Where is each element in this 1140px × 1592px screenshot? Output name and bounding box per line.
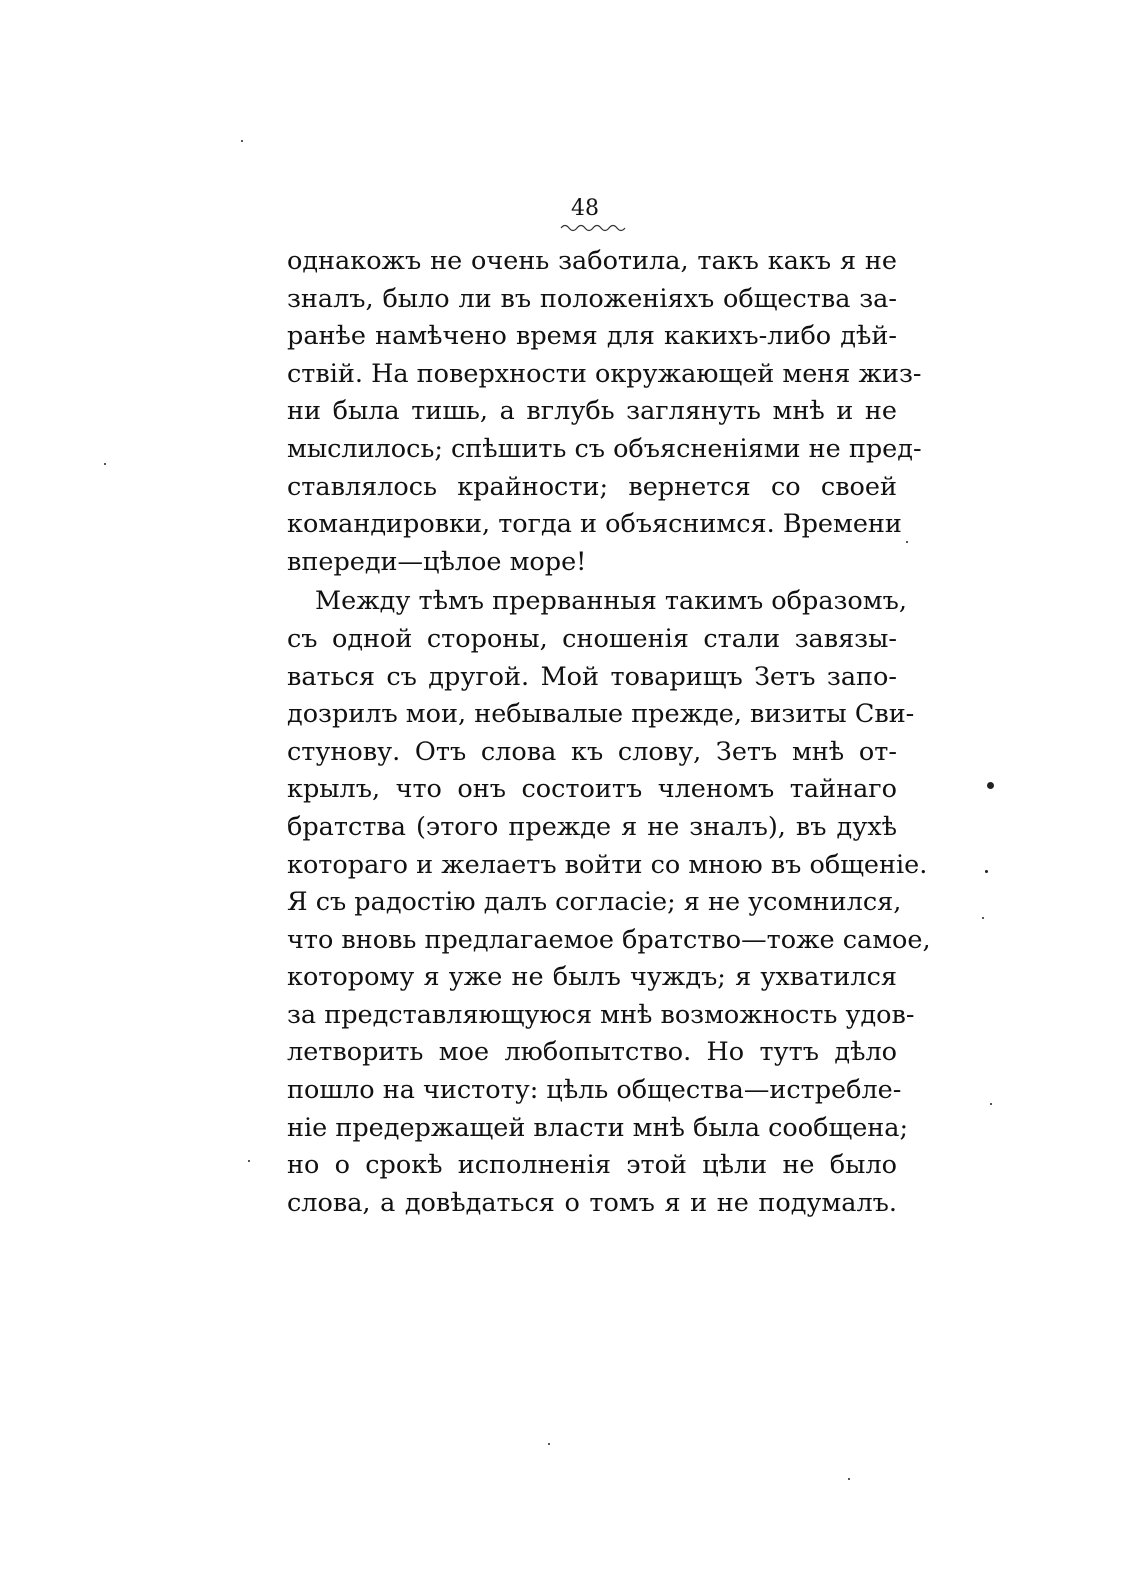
text-line: ствій. На поверхности окружающей меня жиз-	[287, 358, 922, 389]
text-line: Я съ радостію далъ согласіе; я не усомнился,	[287, 887, 902, 918]
text-line: дозрилъ мои, небывалые прежде, визиты Сви-	[287, 699, 915, 730]
text-line: ставлялось крайности; вернется со своей	[287, 471, 897, 502]
text-line: котораго и желаетъ войти со мною въ общеніе.	[287, 849, 928, 880]
wavy-ornament-icon	[560, 222, 626, 232]
scan-speck	[906, 541, 908, 543]
scan-speck	[248, 1160, 250, 1162]
text-line: мыслилось; спѣшить съ объясненіями не пред-	[287, 433, 922, 464]
scan-speck	[987, 782, 994, 789]
scan-speck	[848, 1478, 850, 1480]
body-text	[287, 243, 931, 1222]
text-line: за представляющуюся мнѣ возможность удов-	[287, 999, 915, 1030]
text-line: однакожъ не очень заботила, такъ какъ я не	[287, 246, 897, 276]
text-line: но о срокѣ исполненія этой цѣли не было	[287, 1150, 897, 1181]
text-line: слова, а довѣдаться о томъ я и не подумалъ.	[287, 1187, 897, 1218]
text-line: ни была тишь, а вглубь заглянуть мнѣ и не	[287, 396, 897, 427]
text-line: командировки, тогда и объяснимся. Времени	[287, 509, 902, 540]
text-line: ваться съ другой. Мой товарищъ Зетъ запо-	[287, 661, 897, 692]
paragraph-2	[287, 583, 931, 1222]
scan-speck	[990, 1103, 992, 1105]
text-line: ранѣе намѣчено время для какихъ-либо дѣй-	[287, 321, 897, 352]
text-line: зналъ, было ли въ положеніяхъ общества за-	[287, 283, 897, 314]
text-line: впереди—цѣлое море!	[287, 546, 587, 577]
text-line: летворить мое любопытство. Но тутъ дѣло	[287, 1037, 897, 1068]
text-line: стунову. Отъ слова къ слову, Зетъ мнѣ от-	[287, 736, 897, 767]
text-line: которому я уже не былъ чуждъ; я ухватился	[287, 962, 897, 993]
text-line: ніе предержащей власти мнѣ была сообщена;	[287, 1112, 909, 1143]
text-line: съ одной стороны, сношенія стали завязы-	[287, 623, 897, 654]
page-number: 48	[571, 196, 599, 221]
text-line: что вновь предлагаемое братство—тоже самое,	[287, 924, 931, 955]
scan-speck	[985, 870, 988, 873]
scan-speck	[104, 463, 106, 465]
scan-speck	[548, 1443, 550, 1445]
text-line: Между тѣмъ прерванныя такимъ образомъ,	[315, 586, 907, 617]
scan-speck	[241, 140, 243, 142]
text-line: крылъ, что онъ состоитъ членомъ тайнаго	[287, 774, 897, 805]
scan-speck	[982, 917, 984, 919]
text-line: пошло на чистоту: цѣль общества—истребле-	[287, 1075, 902, 1106]
paragraph-1	[287, 243, 922, 581]
text-line: братства (этого прежде я не зналъ), въ духѣ	[287, 811, 897, 842]
